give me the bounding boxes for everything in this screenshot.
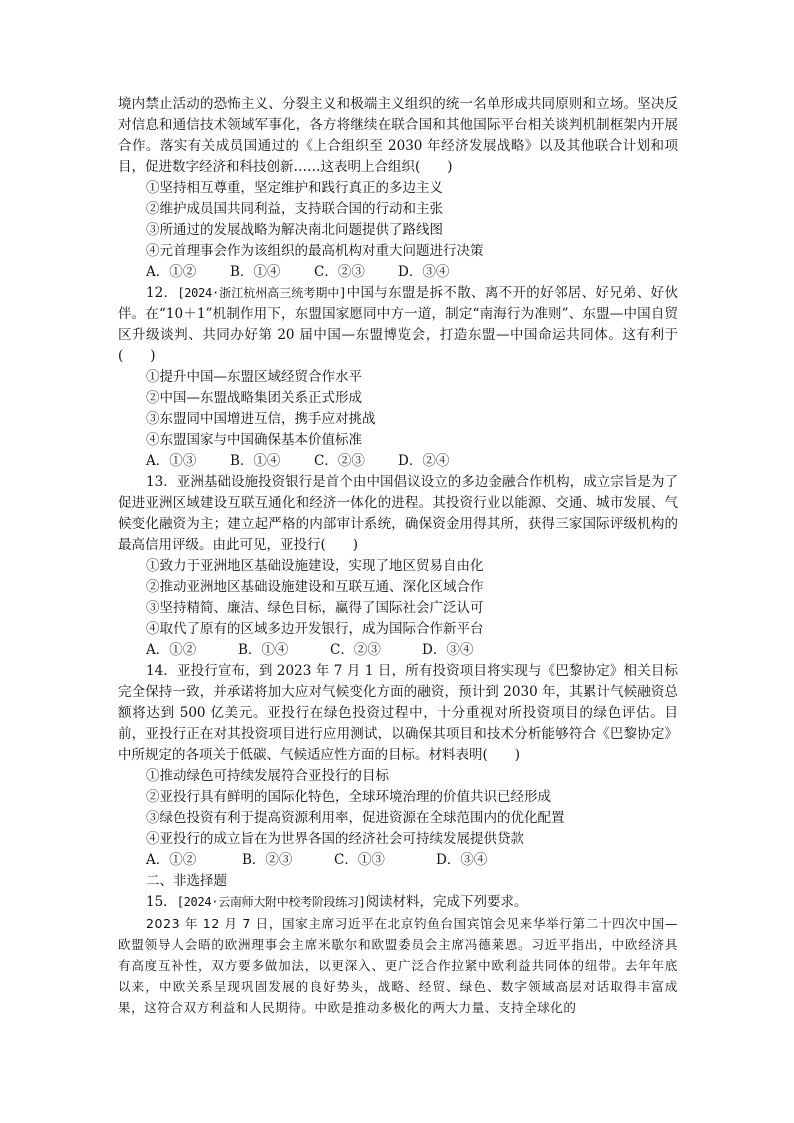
q11-option-4: ④元首理事会作为该组织的最高机构对重大问题进行决策 bbox=[146, 243, 484, 259]
q11-option-2: ②维护成员国共同利益，支持联合国的行动和主张 bbox=[146, 201, 443, 217]
q13-choice-c: C．②③ bbox=[330, 642, 381, 658]
q15-stem-paragraph bbox=[118, 892, 678, 913]
q11-choice-d: D．③④ bbox=[398, 264, 450, 280]
q13-stem: 13．亚洲基础设施投资银行是首个由中国倡议设立的多边金融合作机构，成立宗旨是为了促进亚洲区域建设互联互通化和经济一体化的进程。其投资行业以能源、交通、城市发展、气候变化融资为主；建立起严格的内部审计系统，确保资金用得其所，获得三家国际评级机构的最高信用评级。由此可见，亚投行( ) bbox=[118, 474, 678, 553]
q14-option-2: ②亚投行具有鲜明的国际化特色，全球环境治理的价值共识已经形成 bbox=[146, 789, 551, 805]
q12-choice-d: D．②④ bbox=[398, 453, 450, 469]
q12-option-3: ③东盟同中国增进互信，携手应对挑战 bbox=[146, 411, 376, 427]
q12-stem-paragraph bbox=[118, 283, 678, 367]
q11-choices bbox=[118, 262, 678, 283]
q12-choice-b: B．①④ bbox=[230, 453, 281, 469]
q13-choice-a: A．①② bbox=[146, 642, 197, 658]
section-heading-nonchoice: 二、非选择题 bbox=[146, 873, 227, 889]
q13-option-2: ②推动亚洲地区基础设施建设和互联互通、深化区域合作 bbox=[146, 579, 484, 595]
q11-stem: 境内禁止活动的恐怖主义、分裂主义和极端主义组织的统一名单形成共同原则和立场。坚决反对信息和通信技术领域军事化，各方将继续在联合国和其他国际平台相关谈判机制框架内开展合作。落实有关成员国通过的《上合组织至 2030 年经济发展战略》以及其他联合计划和项目，促进数字经济和科技创新……这表明上合组织( ) bbox=[118, 96, 678, 175]
document-page bbox=[118, 94, 678, 1018]
q13-choice-d: D．③④ bbox=[422, 642, 474, 658]
q11-choice-b: B．①④ bbox=[230, 264, 281, 280]
q11-option-1: ①坚持相互尊重，坚定维护和践行真正的多边主义 bbox=[146, 180, 443, 196]
q15-stem: 阅读材料，完成下列要求。 bbox=[365, 894, 528, 910]
q12-option-1: ①提升中国—东盟区域经贸合作水平 bbox=[146, 369, 362, 385]
q12-choice-a: A．①③ bbox=[146, 453, 197, 469]
q12-source: [2024·浙江杭州高三统考期中] bbox=[177, 286, 347, 300]
q12-stem: 中国与东盟是拆不散、离不开的好邻居、好兄弟、好伙伴。在“10＋1”机制作用下，东盟国家愿同中方一道，制定“南海行为准则”、东盟—中国自贸区升级谈判、共同办好第 20 届中国—东盟博览会，打造东盟—中国命运共同体。这有利于( ) bbox=[118, 285, 678, 364]
q12-option-4: ④东盟国家与中国确保基本价值标准 bbox=[146, 432, 362, 448]
q15-number: 15． bbox=[146, 894, 177, 910]
q11-choice-a: A．①② bbox=[146, 264, 197, 280]
q14-option-1: ①推动绿色可持续发展符合亚投行的目标 bbox=[146, 768, 389, 784]
q12-option-2: ②中国—东盟战略集团关系正式形成 bbox=[146, 390, 362, 406]
q13-option-3: ③坚持精简、廉洁、绿色目标，赢得了国际社会广泛认可 bbox=[146, 600, 484, 616]
q12-number: 12． bbox=[146, 285, 178, 301]
q13-choice-b: B．①④ bbox=[238, 642, 289, 658]
q14-choice-b: B．②③ bbox=[242, 852, 293, 868]
q13-option-4: ④取代了原有的区域多边开发银行，成为国际合作新平台 bbox=[146, 621, 484, 637]
q14-choices bbox=[118, 850, 678, 871]
q14-option-4: ④亚投行的成立旨在为世界各国的经济社会可持续发展提供贷款 bbox=[146, 831, 524, 847]
q15-material: 2023 年 12 月 7 日，国家主席习近平在北京钓鱼台国宾馆会见来华举行第二十四次中国—欧盟领导人会晤的欧洲理事会主席米歇尔和欧盟委员会主席冯德莱恩。习近平指出，中欧经济具有高度互补性，双方要多做加法，以更深入、更广泛合作拉紧中欧利益共同体的纽带。去年年底以来，中欧关系呈现巩固发展的良好势头，战略、经贸、绿色、数字领域高层对话取得丰富成果，这符合双方利益和人民期待。中欧是推动多极化的两大力量、支持全球化的 bbox=[118, 916, 678, 1015]
q11-choice-c: C．②③ bbox=[314, 264, 365, 280]
q11-option-3: ③所通过的发展战略为解决南北问题提供了路线图 bbox=[146, 222, 443, 238]
q12-choices bbox=[118, 451, 678, 472]
q15-source: [2024·云南师大附中校考阶段练习] bbox=[176, 895, 366, 909]
q13-option-1: ①致力于亚洲地区基础设施建设，实现了地区贸易自由化 bbox=[146, 558, 484, 574]
q12-choice-c: C．②③ bbox=[314, 453, 365, 469]
q14-option-3: ③绿色投资有利于提高资源利用率，促进资源在全球范围内的优化配置 bbox=[146, 810, 565, 826]
q14-choice-a: A．①② bbox=[146, 852, 197, 868]
q13-choices bbox=[118, 640, 678, 661]
q14-choice-d: D．③④ bbox=[436, 852, 488, 868]
q14-stem: 14．亚投行宣布，到 2023 年 7 月 1 日，所有投资项目将实现与《巴黎协定》相关目标完全保持一致，并承诺将加大应对气候变化方面的融资，预计到 2030 年，其累计气候融资总额将达到 500 亿美元。亚投行在绿色投资过程中，十分重视对所投资项目的绿色评估。目前，亚投行正在对其投资项目进行应用测试，以确保其项目和技术分析能够符合《巴黎协定》中所规定的各项关于低碳、气候适应性方面的目标。材料表明( ) bbox=[118, 663, 678, 763]
q14-choice-c: C．①③ bbox=[334, 852, 385, 868]
